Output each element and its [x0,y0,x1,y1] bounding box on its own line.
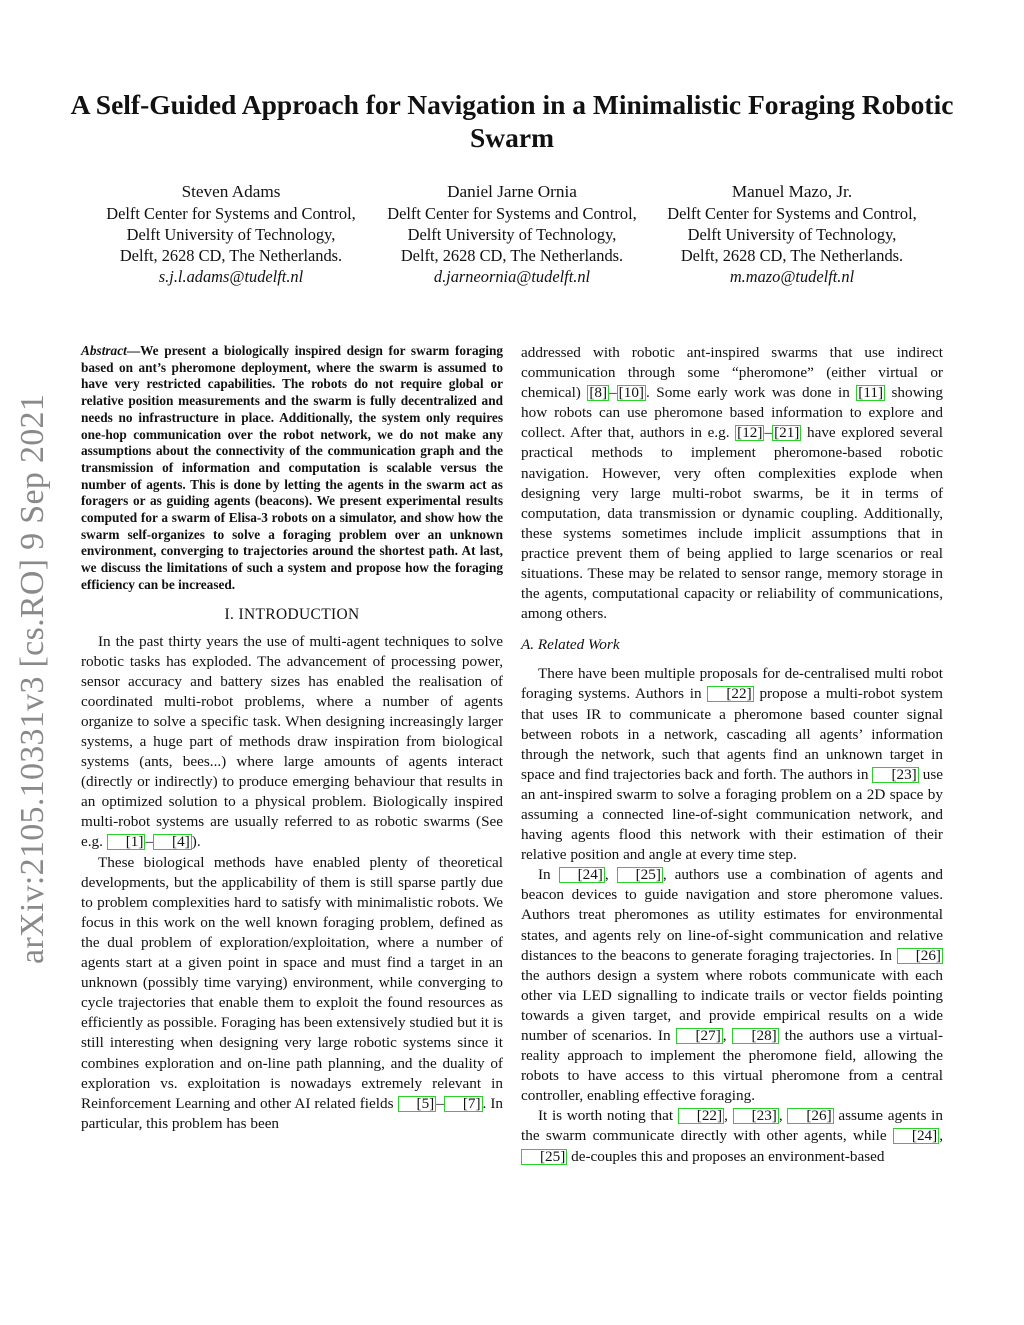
text-run: use an ant-inspired swarm to solve a foraging problem on a 2D space by assuming a connected line-of-sight communication network, and having agents flood this network with their estimation of their relative position and angle at every time step. [521,765,944,864]
author-affiliation: Delft, 2628 CD, The Netherlands. [119,246,343,265]
paper-title: A Self-Guided Approach for Navigation in a Minimalistic Foraging Robotic Swarm [70,89,954,153]
citation-link[interactable]: [4] [153,834,192,850]
author-affiliation: Delft University of Technology, [407,225,617,244]
text-run: . In particular, this problem has been [81,1094,504,1132]
right-column [521,343,943,1167]
text-run: , [722,1027,733,1044]
citation-link[interactable]: [24] [893,1128,939,1144]
text-run: . Some early work was done in [645,384,857,402]
section-heading-introduction: I. INTRODUCTION [224,605,360,623]
citation-link[interactable]: [7] [444,1096,483,1112]
citation-link[interactable]: [8] [589,384,608,402]
text-run: In the past thirty years the use of multi-agent techniques to solve robotic tasks has exploded. The advancement of processing power, sensor accuracy and battery sizes has enabled the realisation of coordinated multi-robot problems, where a number of agents organize to solve a specific task. When designing increasingly larger systems, a huge part of methods draw inspiration from biological systems (ants, bees...) where large amounts of agents interact (directly or indirectly) to produce emerging behaviour that results in an optimized solution to a physical problem. Biologically inspired multi-robot systems are usually referred to as robotic swarms (See e.g. [81,632,503,851]
citation-link[interactable]: [27] [676,1028,722,1044]
abstract-text: —We present a biologically inspired design for swarm foraging based on ant’s pheromone deployment, where the swarm is assumed to have very restricted capabilities. The robots do not require global or relative position measurements and the swarm is fully decentralized and needs no infrastructure in place. Additionally, the system only requires one-hop communication over the robot network, we do not make any assumptions about the connectivity of the communication graph and the transmission of information and computation is scalable versus the number of agents. This is done by letting the agents in the swarm act as foragers or as guiding agents (beacons). We present experimental results computed for a swarm of Elisa-3 robots on a simulator, and show how the swarm self-organizes to solve a foraging problem over an unknown environment, converging to trajectories around the shortest path. At last, we discuss the limitations of such a system and propose how the foraging efficiency can be increased. [81,343,503,592]
text-run: – [609,384,617,402]
text-run: assume agents in the swarm communicate directly with other agents, while [521,1107,943,1145]
citation-link[interactable]: [26] [897,948,943,964]
citation-link[interactable]: [25] [617,867,663,883]
citation-link[interactable]: [22] [678,1108,724,1124]
text-run: – [764,424,773,442]
paragraph [521,865,943,1106]
text-run: addressed with robotic ant-inspired swarms that use indirect communication through some “pheromone” (either virtual or chemical) [521,344,943,402]
citation-link[interactable]: [10] [618,384,644,402]
citation-link[interactable]: [21] [774,424,800,442]
text-run: showing how robots can use pheromone based information to explore and collect. After that, authors in e.g. [521,384,943,442]
text-run: the authors design a system where robots communicate with each other via LED signalling to indicate trails or vector fields pointing towards a given target, and provide empirical results on a wide number of scenarios. In [521,966,943,1044]
text-run: These biological methods have enabled plenty of theoretical developments, but the applicability of them is still sparse partly due to problem complexities hard to satisfy with minimalistic robots. We focus in this work on the well known foraging problem, defined as the dual problem of exploration/exploitation, where a number of agents start at a given point in space and must find a target in an unknown (possibly time varying) environment, while converging to cycle trajectories that enable them to exploit the found resources as efficiently as possible. Foraging has been extensively studied but it is still interesting when designing very large robotic systems since it combines exploration and on-line path planning, and the duality of exploration vs. exploitation is nowadays extremely relevant in Reinforcement Learning and other AI related fields [81,853,503,1112]
citation-link[interactable]: [25] [521,1149,567,1165]
text-run: – [145,833,154,851]
author-name: Daniel Jarne Ornia [447,182,577,201]
paragraph [81,632,503,853]
author-affiliation: Delft, 2628 CD, The Netherlands. [400,246,624,265]
subsection-heading-related-work: A. Related Work [521,636,620,654]
author-block [647,181,937,287]
text-run: In [538,866,559,884]
citation-link[interactable]: [26] [787,1108,833,1124]
paragraph [521,664,943,865]
citation-link[interactable]: [11] [858,384,884,402]
citation-link[interactable]: [28] [732,1028,778,1044]
author-email: d.jarneornia@tudelft.nl [433,267,591,286]
author-affiliation: Delft Center for Systems and Control, [387,204,637,223]
paragraph [521,1106,943,1166]
text-run: , [604,866,617,884]
citation-link[interactable]: [22] [707,686,753,702]
author-email: s.j.l.adams@tudelft.nl [158,267,304,286]
citation-link[interactable]: [23] [872,767,918,783]
abstract-label: Abstract [81,343,127,358]
text-run: , authors use a combination of agents and beacon devices to guide navigation and store pheromone values. Authors treat pheromones as utility estimates for environmental states, and agents rely on line-of-sight communication and relative distances to the beacons to generate foraging trajectories. In [521,866,944,964]
text-run: , [778,1107,788,1125]
citation-link[interactable]: [1] [107,834,146,850]
author-affiliation: Delft University of Technology, [126,225,336,244]
author-name: Steven Adams [181,182,281,201]
author-affiliation: Delft Center for Systems and Control, [106,204,356,223]
citation-link[interactable]: [5] [398,1096,437,1112]
text-run: There have been multiple proposals for de-centralised multi robot foraging systems. Authors in [521,665,943,703]
citation-link[interactable]: [24] [559,867,605,883]
citation-link[interactable]: [12] [737,424,763,442]
text-run: the authors use a virtual-reality approach to implement the pheromone field, allowing the robots to have access to this virtual pheromone from a central controller, enabling effective foraging. [521,1027,944,1105]
author-block [86,181,376,287]
author-name: Manuel Mazo, Jr. [731,182,853,201]
paragraph [521,343,943,624]
author-affiliation: Delft Center for Systems and Control, [667,204,917,223]
arxiv-identifier-stamp: arXiv:2105.10331v3 [cs.RO] 9 Sep 2021 [14,393,51,964]
abstract [81,343,503,594]
text-run: It is worth noting that [538,1107,678,1125]
text-run: , [939,1127,943,1145]
citation-link[interactable]: [23] [733,1108,779,1124]
text-run: – [436,1094,444,1112]
text-run: , [724,1107,733,1125]
author-block [367,181,657,287]
text-run: have explored several practical methods to implement pheromone-based robotic navigation. However, very often complexities explode when designing very large multi-robot swarms, be it in terms of computation, data transmission or dynamic coupling. Additionally, these systems sometimes include implicit assumptions that in practice prevent them of being applied to large scenarios or real situations. These may be related to sensor range, memory storage in the agents, computational capacity or reliability of communications, among others. [521,424,944,623]
text-run: ). [191,833,201,851]
left-column [81,343,503,1134]
author-affiliation: Delft, 2628 CD, The Netherlands. [680,246,904,265]
text-run: de-couples this and proposes an environment-based [567,1147,885,1165]
author-affiliation: Delft University of Technology, [687,225,897,244]
paragraph [81,853,503,1134]
author-email: m.mazo@tudelft.nl [729,267,855,286]
text-run: propose a multi-robot system that uses IR to communicate a pheromone based counter signal between robots in a network, cascading all agents’ information through the network, such that agents find an unknown target in space and find trajectories back and forth. The authors in [521,685,943,783]
